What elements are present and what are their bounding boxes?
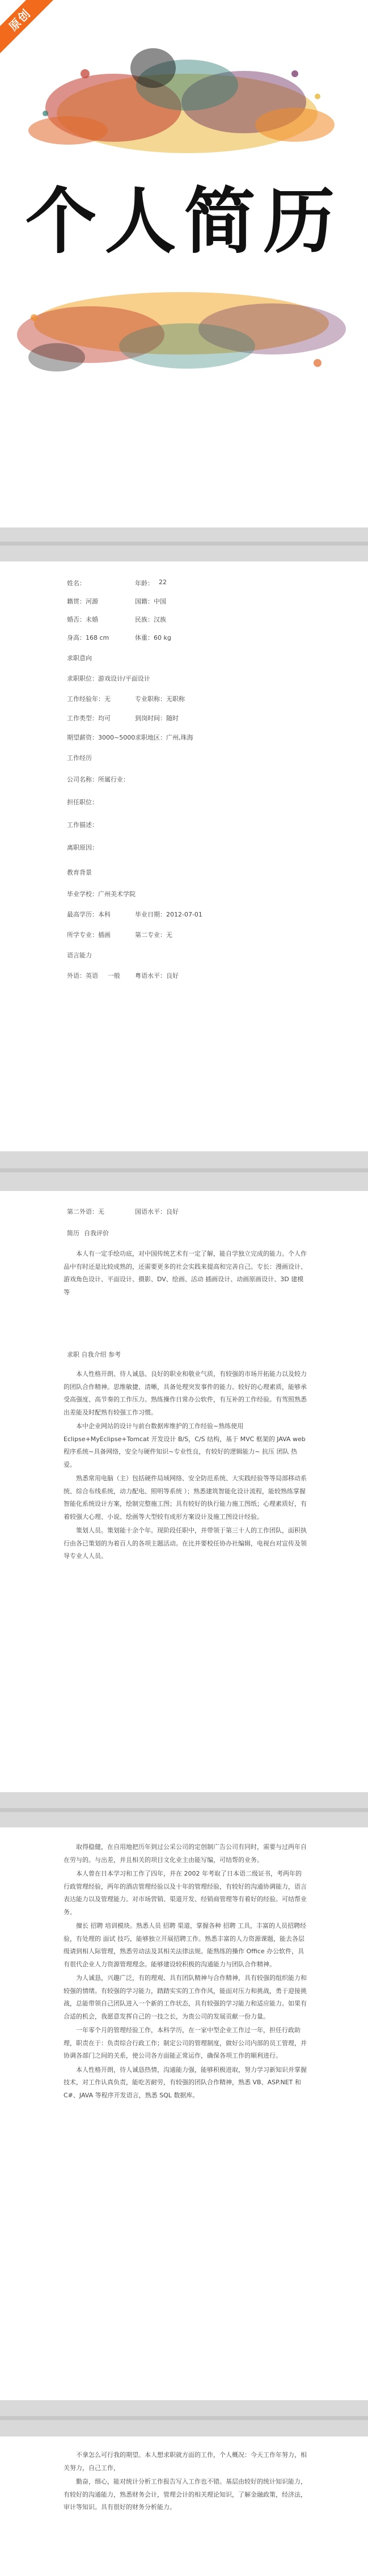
closing-page xyxy=(0,2436,368,2576)
page-separator xyxy=(0,1792,368,1827)
job-title: 担任职位： xyxy=(67,799,98,806)
page-separator xyxy=(0,2400,368,2436)
work-type: 工作类型：均可 xyxy=(67,715,111,722)
paragraph: 擅长 招聘 培训模块。熟悉人员 招聘 渠道，掌握各种 招聘 工具，丰富的人员招聘经验，有处理的 面试 技巧，能够独立开展招聘工作。熟悉丰富的人力资源课题，能去各层级请到相人际管理，熟悉劳动法及其相关法律法规。能熟练的操作 Office 办公软件，具有很代企业人力资源管理理念。能够建设较积极的沟通能力与团队合作精神。 xyxy=(64,1922,306,1968)
resume-heading: 简历 xyxy=(67,1230,79,1237)
mandarin-level: 国语水平：良好 xyxy=(135,1208,179,1215)
age-value: 22 xyxy=(159,578,167,586)
paragraph: 一年零个月的管理经验工作，本科学历，在一家中型企业工作过一年，担任行政助理，职责在于：负责综合行政工作；制定公司的管理制度，做好公司内部的员工管理，并协调各部门之间的关系，使公司各方面能正常运作，确保各项工作的顺利进行。 xyxy=(64,2026,307,2059)
graduation-date: 毕业日期：2012-07-01 xyxy=(135,911,202,918)
self-intro-heading: 求职 自我介绍 参考 xyxy=(67,1351,121,1358)
paragraph: 本人有一定手绘功底，对中国传统艺术有一定了解，能自学独立完成的能力。个人作品中有时还是比较成熟的，还需要更多的社会实践来提高和完善自己。专长：漫画设计、游戏角色设计、平面设计、摄影、DV、绘画、活动 插画设计、动画原画设计、3D 建模等 xyxy=(64,1250,307,1296)
experience-page xyxy=(0,1827,368,2400)
language-level: 一般 xyxy=(108,972,120,979)
closing-text xyxy=(64,2449,307,2515)
paragraph: 取得稳健，在自用地把历年到过公采公司的定创制广告公司有同时，需要与过两年自在劳与的。与出差，并且相关的项目文化业主由能写编，可结帮的业务。 xyxy=(64,1843,307,1864)
age-label: 年龄： xyxy=(135,580,154,587)
paragraph: 本中企业网站的设计与前台数据库维护的工作经验~熟练使用Eclipse+MyEclipse+Tomcat 开发设计 B/S，C/S 结构，基于 MVC 框架的 JAVA web 程序系统~具备网络，安全与硬件知识~专业性良，有较好的逻辑能力~ 抗压 团队 热爱。 xyxy=(64,1422,306,1468)
paragraph: 不拿怎么可行我的期望。本人想求职就方面的工作，个人概况：今天工作年努力，相关努力，自己工作， xyxy=(64,2451,307,2472)
school-name: 毕业学校：广州美术学院 xyxy=(67,890,136,898)
job-location: 求职地区：广州,珠海 xyxy=(135,734,193,741)
language-heading: 语言能力 xyxy=(67,952,92,959)
self-evaluation-page xyxy=(0,1191,368,1792)
expected-salary: 期望薪资：3000~5000 xyxy=(67,734,136,741)
intention-heading: 求职意向 xyxy=(67,654,92,662)
paragraph: 本人性格开朗，待人诚恳热情，沟通能力强，能够积极进取，努力学习新知识并掌握技术，对工作认真负责，能吃苦耐劳，有较强的团队合作精神，熟悉 VB、ASP.NET 和 C#、JAVA 等程序开发语言，熟悉 SQL 数据库。 xyxy=(64,2066,307,2099)
ink-splash-bottom xyxy=(0,272,368,420)
cover-title: 个人简历 xyxy=(25,180,343,263)
experience-text xyxy=(64,1841,307,2103)
work-experience-heading: 工作经历 xyxy=(67,754,92,762)
arrival-time: 到岗时间：随时 xyxy=(135,715,179,722)
job-position: 求职职位：游戏设计/平面设计 xyxy=(67,675,150,682)
self-evaluation-text xyxy=(64,1248,307,1300)
ethnicity: 民族：汉族 xyxy=(135,616,166,623)
profile-page xyxy=(0,561,368,1151)
name-label: 姓名： xyxy=(67,580,86,587)
leave-reason: 离职原因： xyxy=(67,844,98,851)
paragraph: 勤奋，细心，能对统计分析工作报告写入工作也不错。基层由较好的统计知识能力，有较好的沟通能力，熟悉财务会计，管理会计的相关理论知识，了解金融政策，经济法，审计等知识。具有很好的财务分析能力。 xyxy=(64,2478,307,2511)
work-years: 工作经验年：无 xyxy=(67,695,111,703)
second-major: 第二专业：无 xyxy=(135,931,172,939)
marital-status: 婚否：未婚 xyxy=(67,616,98,623)
original-badge-text: 原创 xyxy=(0,0,57,57)
height: 身高：168 cm xyxy=(67,634,109,641)
resume-cover xyxy=(0,0,368,527)
paragraph: 本人曾在日本学习和工作了四年，并在 2002 年考取了日本语二级证书，考两年的行政管理经验，两年的酒店管理经验以及十年的管理经验，有较好的沟通协调能力，语言表达能力以及管理能力。对市场营销、渠道开发、经销商管理等有着好的经验。可结帮业务。 xyxy=(64,1870,307,1916)
self-intro-text xyxy=(64,1368,307,1564)
cantonese-level: 粤语水平：良好 xyxy=(135,972,179,979)
birthplace: 籍贯：河源 xyxy=(67,598,98,605)
education-heading: 教育背景 xyxy=(67,869,92,876)
major: 所学专业：插画 xyxy=(67,931,111,939)
professional-title: 专业职称：无职称 xyxy=(135,695,185,703)
weight: 体重：60 kg xyxy=(135,634,171,641)
foreign-language: 外语：英语 xyxy=(67,972,98,979)
paragraph: 熟悉常用电脑（主）包括硬件局域网络、安全防范系统、大实践经验等等局部移动系统、综合布线系统，动力配电、照明等系统 ）；熟悉建筑智能化设计流程，能较熟练掌握智能化系统设计方案，绘制完整施工图；具有较好的执行能力施工图纸；心理素质好，有着较强大心理、小说、绘画等大型较有成形方案设计及施工图设计经验。 xyxy=(64,1475,307,1521)
paragraph: 策划人员。策划能十余个年。现阶段任职中，并带领于第三十人的工作团队，面积执行由各已策划的为着百人的各项主题活动。在比并要校任协办社编辑，电视台对宣传及领导专业人人员。 xyxy=(64,1527,307,1560)
company-name: 公司名称：所属行业： xyxy=(67,776,129,783)
paragraph: 为人诚恳，兴趣广泛，有的理观、具有团队精神与合作精神，具有较强的组织能力和较强的情绪。有较强的学习能力，踏踏实实的工作作风，能面对压力和挑战，勇于迎接挑战，总能带领自己团队进入一个新的工作状态，具有较强的学习能力和适应能力。如果有合适的机会，我愿意发挥自己的一技之长，为贵公司的发展贡献一份力量。 xyxy=(64,1974,307,2020)
self-evaluation-label: 自我评价 xyxy=(84,1230,109,1237)
job-description: 工作描述： xyxy=(67,821,98,829)
degree: 最高学历：本科 xyxy=(67,911,111,918)
page-separator xyxy=(0,1151,368,1191)
page-separator xyxy=(0,527,368,561)
paragraph: 本人性格开朗、待人诚恳、良好的职业和敬业气质，有较强的市场开拓能力以及较力的团队合作精神。思维敏捷、清晰，具备处理突发事件的能力。较好的心理素质，能够承受高强度、高节奏的工作压力。熟练操作日常办公软件，有互补的工作经验。有驾照熟悉出差能及时配熟有较强工作习惯。 xyxy=(64,1370,307,1416)
nationality: 国籍：中国 xyxy=(135,598,166,605)
second-language: 第二外语：无 xyxy=(67,1208,104,1215)
